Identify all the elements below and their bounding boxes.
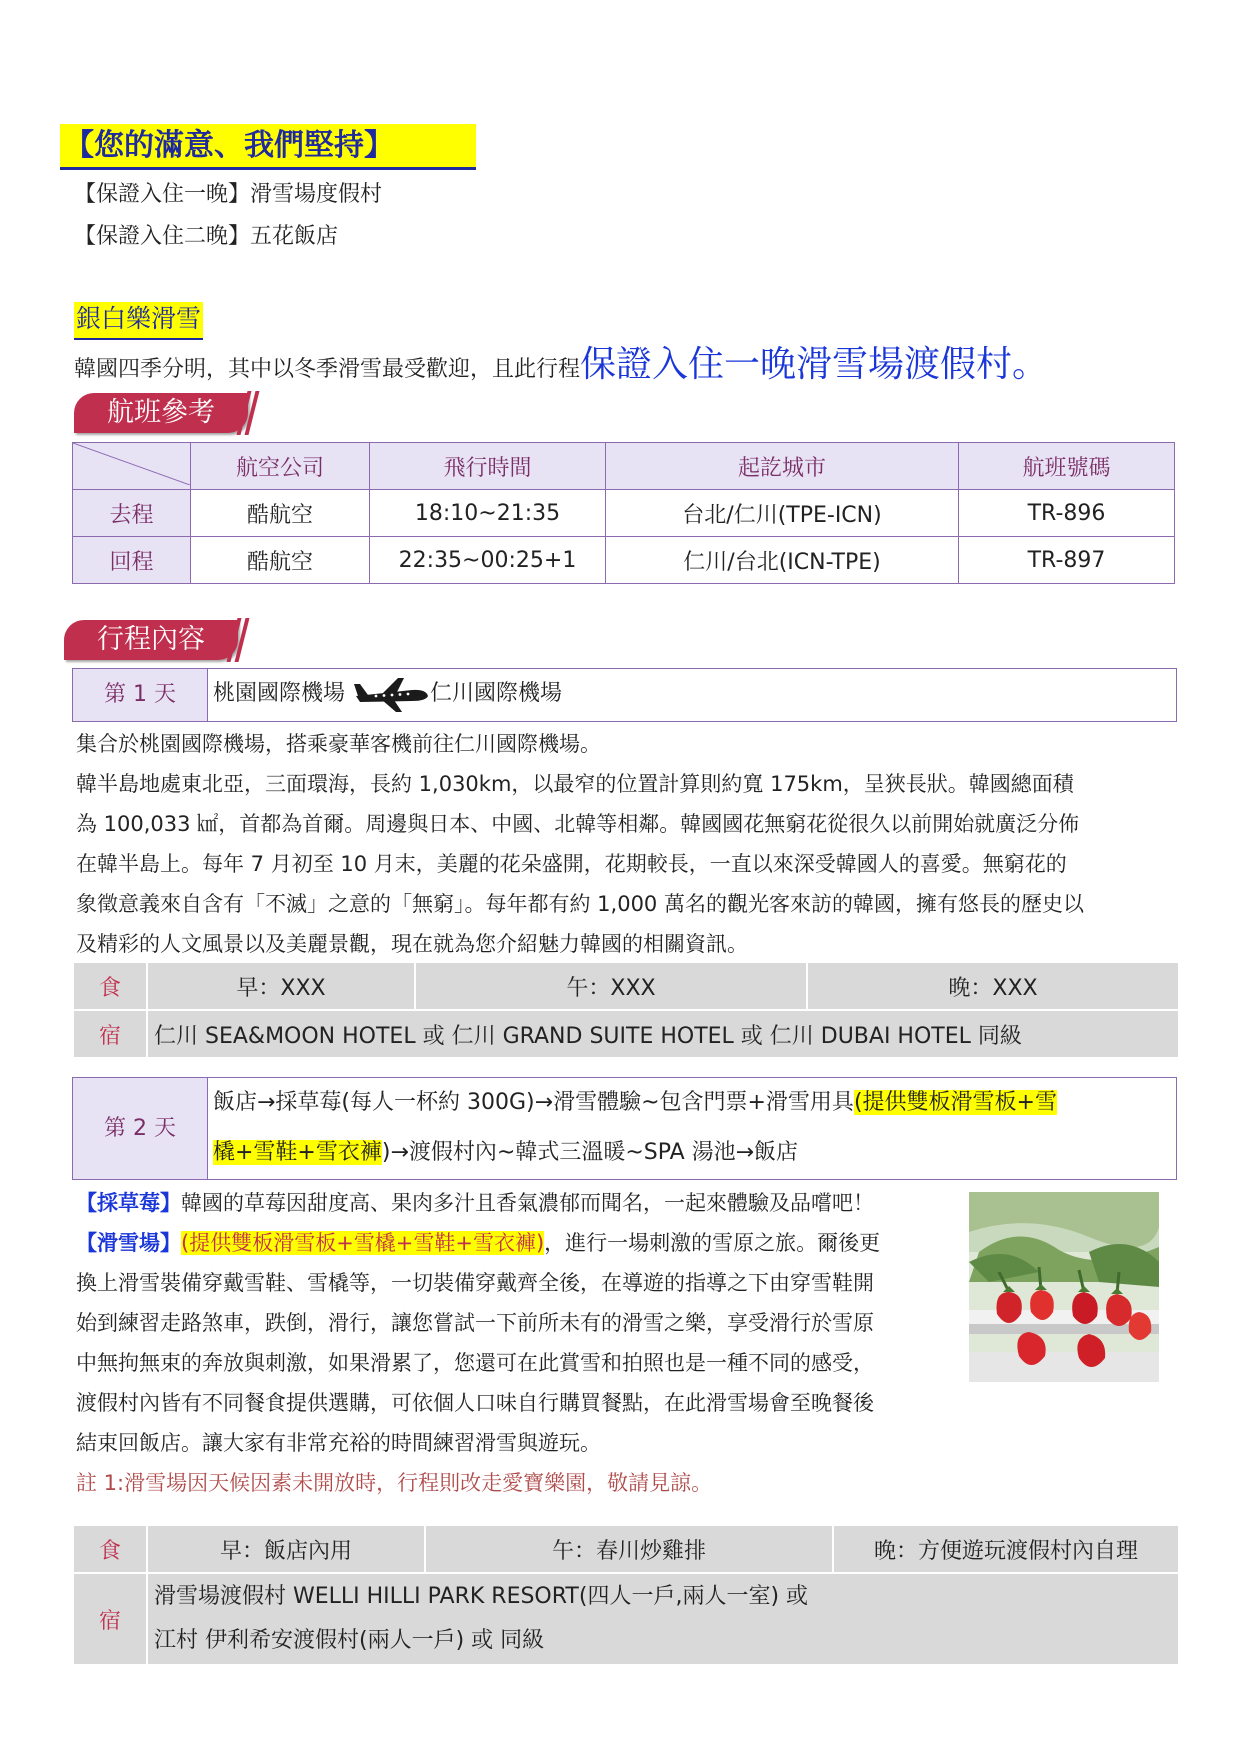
day1-header: [72, 668, 1177, 722]
ski-line: 中無拘無束的奔放與刺激，如果滑累了，您還可在此賞雪和拍照也是一種不同的感受，: [76, 1351, 874, 1375]
meal-label: 食: [73, 962, 147, 1010]
row-label-return: 回程: [73, 537, 191, 584]
day1-description: [76, 724, 1176, 964]
cell-airline: 酷航空: [191, 537, 370, 584]
guarantee-line-1: 【保證入住一晚】滑雪場度假村: [74, 182, 383, 207]
day2-route: [213, 1078, 1171, 1178]
flight-section-tab: 航班參考: [74, 393, 248, 433]
day2-route-highlight: 橇+雪鞋+雪衣褲: [213, 1140, 382, 1165]
cell-route: 仁川/台北(ICN-TPE): [606, 537, 959, 584]
day1-line: 在韓半島上。每年 7 月初至 10 月末，美麗的花朵盛開，花期較長，一直以來深受韓國人的喜愛。無窮花的: [76, 852, 1067, 876]
table-row: [73, 490, 1175, 537]
hotel-label: 宿: [73, 1573, 147, 1665]
ski-line: 結束回飯店。讓大家有非常充裕的時間練習滑雪與遊玩。: [76, 1431, 601, 1455]
strawberry-paragraph: [76, 1183, 956, 1223]
day1-line: 韓半島地處東北亞，三面環海，長約 1,030km，以最窄的位置計算則約寬 175km，呈狹長狀。韓國總面積: [76, 772, 1074, 796]
itinerary-section-tab: 行程內容: [64, 620, 238, 660]
ski-paragraph: [76, 1223, 956, 1263]
meal-label: 食: [73, 1525, 147, 1573]
strawberry-text: 韓國的草莓因甜度高、果肉多汁且香氣濃郁而聞名，一起來體驗及品嚐吧！: [181, 1191, 874, 1215]
ski-label: 【滑雪場】: [76, 1231, 181, 1255]
meal-row: [73, 962, 1179, 1010]
meal-lunch: 午：XXX: [415, 962, 807, 1010]
day1-line: 集合於桃園國際機場，搭乘豪華客機前往仁川國際機場。: [76, 732, 601, 756]
day1-line: 象徵意義來自含有「不滅」之意的「無窮」。每年都有約 1,000 萬名的觀光客來訪的韓國，擁有悠長的歷史以: [76, 892, 1084, 916]
section-subtitle: 銀白樂滑雪: [74, 302, 203, 340]
hotel-row: [73, 1010, 1179, 1058]
day1-line: 為 100,033 ㎢，首都為首爾。周邊與日本、中國、北韓等相鄰。韓國國花無窮花從很久以前開始就廣泛分佈: [76, 812, 1080, 836]
day2-label: 第 2 天: [73, 1078, 208, 1179]
header-airline: 航空公司: [191, 443, 370, 490]
day2-route-line2: [213, 1128, 1171, 1178]
tab-decoration: [230, 618, 244, 662]
intro-highlight: 保證入住一晚滑雪場渡假村。: [580, 344, 1049, 385]
hotel-line-1: 滑雪場渡假村 WELLI HILLI PARK RESORT(四人一戶,兩人一室) 或: [154, 1584, 809, 1609]
day1-to: 仁川國際機場: [430, 681, 563, 706]
flight-table: [72, 442, 1175, 584]
meal-row: [73, 1525, 1179, 1573]
ski-line: 換上滑雪裝備穿戴雪鞋、雪橇等，一切裝備穿戴齊全後，在導遊的指導之下由穿雪鞋開: [76, 1271, 874, 1295]
ski-line: 渡假村內皆有不同餐食提供選購，可依個人口味自行購買餐點，在此滑雪場會至晚餐後: [76, 1391, 874, 1415]
meal-breakfast: 早：飯店內用: [147, 1525, 425, 1573]
strawberry-photo: [969, 1192, 1159, 1382]
meal-breakfast: 早：XXX: [147, 962, 415, 1010]
cell-time: 18:10~21:35: [370, 490, 606, 537]
hotel-text: 仁川 SEA&MOON HOTEL 或 仁川 GRAND SUITE HOTEL 或 仁川 DUBAI HOTEL 同級: [147, 1010, 1179, 1058]
intro-paragraph: [74, 343, 1048, 392]
cell-flight-number: TR-896: [959, 490, 1175, 537]
page-headline: 【您的滿意、我們堅持】: [60, 124, 476, 170]
hotel-label: 宿: [73, 1010, 147, 1058]
meal-dinner: 晚：XXX: [807, 962, 1179, 1010]
cell-route: 台北/仁川(TPE-ICN): [606, 490, 959, 537]
intro-text: 韓國四季分明，其中以冬季滑雪最受歡迎，且此行程: [74, 357, 581, 382]
corner-cell: [73, 443, 191, 490]
day2-header: [72, 1077, 1177, 1180]
table-header-row: [73, 443, 1175, 490]
hotel-text: [147, 1573, 1179, 1665]
day2-route-line1: [213, 1078, 1171, 1128]
ski-line: 始到練習走路煞車，跌倒，滑行，讓您嘗試一下前所未有的滑雪之樂，享受滑行於雪原: [76, 1311, 874, 1335]
day2-route-text: 飯店→採草莓(每人一杯約 300G)→滑雪體驗~包含門票+滑雪用具: [213, 1090, 854, 1115]
airplane-icon: [352, 674, 430, 714]
day1-meal-table: [72, 961, 1180, 1059]
day1-line: 及精彩的人文風景以及美麗景觀，現在就為您介紹魅力韓國的相關資訊。: [76, 932, 748, 956]
ski-highlight: (提供雙板滑雪板+雪橇+雪鞋+雪衣褲): [181, 1231, 545, 1255]
cell-flight-number: TR-897: [959, 537, 1175, 584]
diagonal-line: [73, 443, 190, 485]
day1-from: 桃園國際機場: [213, 681, 346, 706]
header-route: 起訖城市: [606, 443, 959, 490]
table-row: [73, 537, 1175, 584]
header-time: 飛行時間: [370, 443, 606, 490]
day2-note: 註 1:滑雪場因天候因素未開放時，行程則改走愛寶樂園，敬請見諒。: [76, 1471, 713, 1495]
meal-lunch: 午：春川炒雞排: [425, 1525, 833, 1573]
day2-description: [76, 1183, 956, 1503]
strawberry-label: 【採草莓】: [76, 1191, 181, 1215]
cell-time: 22:35~00:25+1: [370, 537, 606, 584]
ski-text: ，進行一場刺激的雪原之旅。爾後更: [544, 1231, 881, 1255]
guarantee-line-2: 【保證入住二晚】五花飯店: [74, 224, 339, 249]
day1-route: [213, 669, 562, 721]
row-label-outbound: 去程: [73, 490, 191, 537]
hotel-line-2: 江村 伊利希安渡假村(兩人一戶) 或 同級: [154, 1628, 545, 1653]
tab-decoration: [240, 391, 254, 435]
day2-route-highlight: (提供雙板滑雪板+雪: [853, 1090, 1057, 1115]
hotel-row: [73, 1573, 1179, 1665]
cell-airline: 酷航空: [191, 490, 370, 537]
day2-route-text: )→渡假村內~韓式三溫暖~SPA 湯池→飯店: [381, 1140, 799, 1165]
header-flight-number: 航班號碼: [959, 443, 1175, 490]
day1-label: 第 1 天: [73, 669, 208, 721]
meal-dinner: 晚：方便遊玩渡假村內自理: [833, 1525, 1179, 1573]
day2-meal-table: [72, 1524, 1180, 1666]
